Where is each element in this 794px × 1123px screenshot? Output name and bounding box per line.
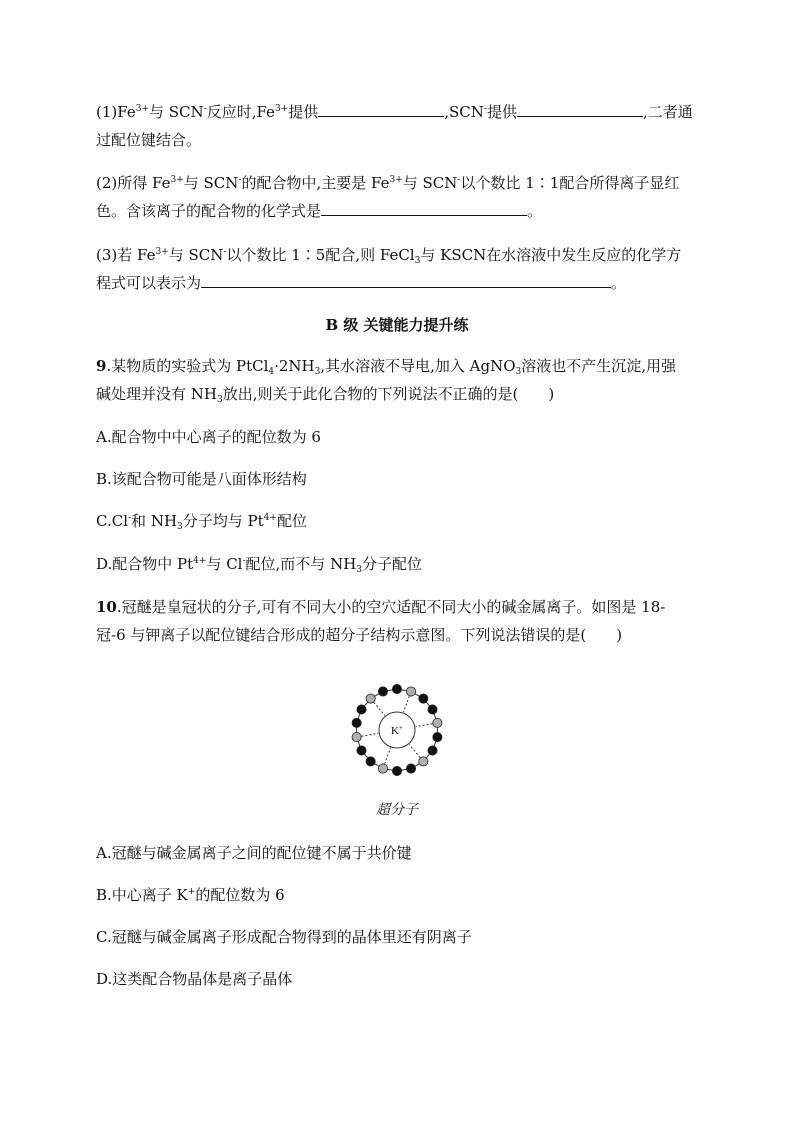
carbon-atom [428,705,437,714]
carbon-atom [366,757,375,766]
q9-option-c[interactable]: C.Cl-和 $NH_3$分子均与 $Pt^{4+}$配位 [96,512,307,532]
carbon-atom [392,684,401,693]
answer-blank[interactable] [321,201,527,216]
coordination-bond [374,702,385,715]
q8-part1-line1: $(1)Fe^{3+}$与 SCN-反应时$,Fe^{3+}$提供 ,SCN-提供 ,二者通 [96,103,693,121]
q10-option-c[interactable]: C.冠醚与碱金属离子形成配合物得到的晶体里还有阴离子 [96,928,472,946]
carbon-atom [352,718,361,727]
q8-part2-line1: (2)所得 $Fe^{3+}$与 SCN-的配合物中,主要是 $Fe^{3+}$与 SCN-以个数比 1∶1配合所得离子显红 [96,174,680,192]
oxygen-atom [419,757,428,766]
section-heading: B 级 关键能力提升练 [325,316,469,334]
q9-option-b[interactable]: B.该配合物可能是八面体形结构 [96,470,307,488]
carbon-atom [406,764,415,773]
q8-part2-line2: 色。含该离子的配合物的化学式是 。 [96,202,543,220]
potassium-ion-label: K+ [391,724,403,737]
q8-part3-line1: (3)若 $Fe^{3+}$与 SCN-以个数比 1∶5配合,则 FeCl$_3$与 KSCN在水溶液中发生反应的化学方 [96,246,682,266]
q8-part1-line2: 过配位键结合。 [96,131,202,149]
coordination-bond [409,745,420,758]
q9-option-d[interactable]: D.配合物中 $Pt^{4+}$与 Cl-配位,而不与 $NH_3$分子配位 [96,555,423,575]
coordination-bond [362,733,379,736]
coordination-bond [385,748,391,764]
carbon-atom [392,766,401,775]
q9-option-a[interactable]: A.配合物中中心离子的配位数为 6 [96,428,321,446]
oxygen-atom [378,764,387,773]
carbon-atom [357,705,366,714]
carbon-atom [433,733,442,742]
q10-stem-line2: 冠-6 与钾离子以配位键结合形成的超分子结构示意图。下列说法错误的是( ) [96,626,623,644]
q10-option-a[interactable]: A.冠醚与碱金属离子之间的配位键不属于共价键 [96,844,412,862]
answer-blank[interactable] [201,273,611,288]
crown-ether-diagram [349,682,445,778]
oxygen-atom [406,687,415,696]
q9-stem-line2: 碱处理并没有 $NH_3$放出,则关于此化合物的下列说法不正确的是( ) [96,385,555,405]
oxygen-atom [433,718,442,727]
oxygen-atom [352,733,361,742]
carbon-atom [378,687,387,696]
carbon-atom [357,746,366,755]
diagram-caption: 超分子 [376,802,418,818]
coordination-bond [416,724,433,727]
q10-option-d[interactable]: D.这类配合物晶体是离子晶体 [96,970,293,988]
oxygen-atom [366,694,375,703]
coordination-bond [403,696,409,712]
q9-stem-line1: 9.某物质的实验式为 $PtCl_4\cdot 2NH_3$,其水溶液不导电,加入 AgNO$_3$溶液也不产生沉淀,用强 [96,357,677,377]
answer-blank[interactable] [517,102,643,117]
q10-stem-line1: 10.冠醚是皇冠状的分子,可有不同大小的空穴适配不同大小的碱金属离子。如图是 18- [96,598,666,616]
carbon-atom [419,694,428,703]
answer-blank[interactable] [318,102,444,117]
carbon-atom [428,746,437,755]
q10-option-b[interactable]: B.中心离子 K+的配位数为 6 [96,886,285,904]
q8-part3-line2: 程式可以表示为 。 [96,274,627,292]
